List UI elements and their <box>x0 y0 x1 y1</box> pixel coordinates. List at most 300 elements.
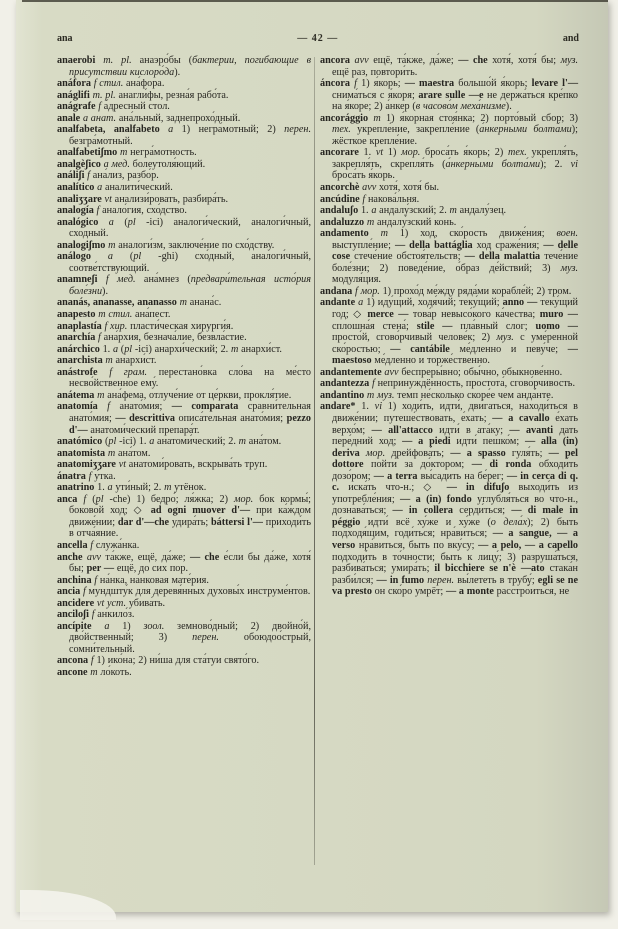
dictionary-column-right <box>320 55 578 598</box>
entry-text: — a piedi <box>402 436 451 448</box>
entry-text: — a sangue, — a verso <box>332 528 578 551</box>
dictionary-entry <box>320 113 578 148</box>
entry-text: ananás, ananasse, ananasso <box>57 297 177 309</box>
dictionary-entry <box>57 332 311 344</box>
entry-text: большо́й я́корь; <box>454 78 532 90</box>
entry-text: f <box>95 332 101 344</box>
entry-text: anchina <box>57 574 92 586</box>
entry-text: — a pelo, — a capello <box>478 539 578 551</box>
entry-text: a <box>159 124 174 136</box>
entry-text: análogo <box>57 251 91 263</box>
dictionary-entry <box>320 297 578 366</box>
entry-text: негра́мотность. <box>127 147 197 159</box>
entry-text: анализи́ровать, разбира́ть. <box>111 193 229 205</box>
entry-text: analítico <box>57 182 95 194</box>
scanned-page <box>16 0 608 912</box>
entry-text: a <box>98 216 114 228</box>
entry-text: перестано́вка сло́ва на ме́сто несво́йственное ему́. <box>69 366 311 390</box>
entry-text: — maestra <box>404 78 455 90</box>
dictionary-entry <box>57 655 311 667</box>
entry-text: anarchía <box>57 332 96 344</box>
entry-text: a <box>91 620 110 632</box>
entry-text: аналити́ческий. <box>102 182 173 194</box>
entry-text: ход сраже́ния; <box>472 239 544 251</box>
entry-text: ме́дленно и певу́че; <box>449 343 568 355</box>
entry-text: áncora <box>320 78 350 90</box>
entry-text: 1) негра́мотный; 2) <box>173 124 285 136</box>
entry-text: ancúdine <box>320 193 360 205</box>
entry-text: хотя́, хотя́ бы; <box>487 55 561 66</box>
entry-text: m <box>105 447 116 459</box>
dictionary-entry <box>320 401 578 597</box>
entry-text: ancorare <box>320 147 359 159</box>
entry-text: f <box>91 574 98 586</box>
entry-text: на́нка, на́нковая мате́рия. <box>97 574 209 586</box>
entry-text: 1. <box>94 482 108 494</box>
entry-text: — a monte <box>446 586 494 598</box>
entry-text: 1) <box>109 620 144 632</box>
entry-text: anáfora <box>57 78 91 90</box>
entry-text: 1) прохо́д ме́жду ряда́ми корабле́й; 2) тром. <box>379 285 572 297</box>
entry-text: ( <box>112 251 134 263</box>
entry-text: — a spasso <box>450 447 506 459</box>
entry-text: подходи́ть в то́чности; быть к лицу́; 3) разруша́ться, разбива́ться; умира́ть; <box>332 551 578 575</box>
dictionary-entry <box>57 194 311 206</box>
dictionary-entry <box>57 274 311 297</box>
entry-text: не держа́ться кре́пко на я́коре; 2) а́нкер ( <box>332 89 578 113</box>
dictionary-entry <box>320 367 578 379</box>
entry-text: с уме́ренной ско́ростью; <box>332 332 578 355</box>
entry-text: перен. <box>192 632 219 644</box>
entry-text: — di ronda <box>471 459 532 471</box>
entry-text: avv <box>359 182 377 194</box>
entry-text: ); 2. <box>540 158 571 170</box>
entry-text: броса́ть я́корь. <box>332 170 395 182</box>
entry-text: 1. <box>99 343 113 355</box>
entry-text: анархи́ст. <box>112 355 157 367</box>
entry-text: m <box>94 389 105 401</box>
entry-text: anárchico <box>57 343 100 355</box>
dictionary-entry <box>57 482 311 494</box>
entry-text: выходи́ть из употребле́ния; <box>332 482 578 505</box>
entry-text: andare* <box>320 401 356 413</box>
entry-text: — a terra <box>373 470 418 482</box>
entry-text: ана́пест. <box>132 309 171 321</box>
entry-text: стече́ние обстоя́тельств; <box>350 251 465 263</box>
dictionary-entry <box>320 286 578 298</box>
entry-text: anno — <box>502 297 538 309</box>
entry-text: anale <box>57 112 81 124</box>
entry-text: uomo — <box>535 320 578 332</box>
dictionary-entry <box>57 240 311 252</box>
entry-text: ана́фора. <box>123 78 165 90</box>
entry-text: anche <box>57 551 83 563</box>
entry-text: anca <box>57 493 78 505</box>
entry-text: а́нкерными болта́ми <box>445 158 541 170</box>
dictionary-entry <box>57 609 311 621</box>
entry-text: pl <box>133 251 142 263</box>
dictionary-entry <box>57 147 311 159</box>
dictionary-entry <box>57 471 311 483</box>
catchword-left: ana <box>57 33 73 44</box>
entry-text: анкило́з. <box>94 609 135 621</box>
entry-text: — della malattia <box>464 251 541 263</box>
entry-text: a мед. <box>100 158 130 170</box>
entry-text: идти́ всё ху́же и ху́же ( <box>360 516 491 528</box>
entry-text: andana <box>320 285 353 297</box>
entry-text: — alla (in) deriva <box>332 436 578 459</box>
entry-text: ancorchè <box>320 182 360 194</box>
entry-text: anciloʃi <box>57 609 89 621</box>
entry-text: — che <box>458 55 488 66</box>
entry-text: ( <box>118 343 125 355</box>
entry-text: у́тка. <box>91 470 116 482</box>
entry-text: ). <box>505 101 512 113</box>
entry-text: мор. <box>401 147 421 159</box>
entry-text: — a cavallo <box>492 412 550 424</box>
entry-text: е́хать верхо́м; <box>332 412 578 436</box>
entry-text: — di male in péggio <box>332 505 578 528</box>
entry-text: дрейфова́ть; <box>385 447 451 459</box>
entry-text: ); 2) быть подходя́щим, годи́ться; нра́виться; <box>332 516 578 540</box>
entry-text: análiʃi <box>57 170 85 182</box>
entry-text: беспреры́вно; обы́чно, обыкнове́нно. <box>398 366 563 378</box>
entry-text: при ка́ждом движе́нии; <box>69 505 311 528</box>
entry-text: вы́садить на бе́рег; <box>417 470 507 482</box>
entry-text: anapesto <box>57 309 96 321</box>
entry-text: andante <box>320 297 356 309</box>
dictionary-entry <box>57 367 311 390</box>
entry-text: — in collera <box>392 505 454 517</box>
entry-text: анатоми́ческий препара́т. <box>87 424 200 436</box>
entry-text: m <box>449 205 457 217</box>
entry-text: vt <box>115 459 127 471</box>
entry-text: анаэро́бы ( <box>131 55 193 66</box>
entry-text: andamento <box>320 228 369 240</box>
entry-text: andantino <box>320 389 365 401</box>
entry-text: анатоми́ровать, вскрыва́ть труп. <box>126 459 268 471</box>
dictionary-entry <box>320 378 578 390</box>
entry-text: a <box>371 205 377 217</box>
entry-text: ); жёсткое крепле́ние. <box>332 124 578 147</box>
entry-text: f <box>95 101 102 113</box>
entry-text: теку́щий год; ◇ <box>332 297 578 321</box>
entry-text: — delle cose <box>332 239 578 263</box>
dictionary-entry <box>57 55 311 78</box>
entry-text: мор. <box>233 493 254 505</box>
entry-text: m <box>364 216 375 228</box>
entry-text: a анат. <box>80 112 117 124</box>
dictionary-entry <box>320 55 578 78</box>
entry-text: непринуждённость, простота́, сгово́рчивость. <box>374 378 575 390</box>
dictionary-entry <box>57 552 311 575</box>
entry-text: тече́ние боле́зни; 2) поведе́ние, о́браз де́йствий; 3) <box>332 251 578 274</box>
entry-text: аналоги́зм, заключе́ние по схо́дству. <box>115 239 275 251</box>
entry-text: 1) <box>383 147 402 159</box>
entry-text: мундшту́к для деревя́нных духовы́х инструме́нтов. <box>85 586 311 598</box>
entry-text: vt <box>101 193 112 205</box>
entry-text: муз. <box>560 55 578 66</box>
entry-text: per — <box>86 563 115 575</box>
entry-text: броса́ть я́корь; 2) <box>420 147 508 159</box>
entry-text: anamneʃi <box>57 274 98 286</box>
dictionary-entry <box>57 401 311 436</box>
entry-text: vi <box>570 158 578 170</box>
page-header <box>57 33 579 47</box>
entry-text: тех. <box>332 124 351 136</box>
dictionary-entry <box>57 182 311 194</box>
entry-text: f <box>359 193 366 205</box>
dictionary-entry <box>57 170 311 182</box>
entry-text: f <box>77 493 87 505</box>
entry-text: — avanti <box>509 424 554 436</box>
entry-text: анато́мия; <box>110 401 172 413</box>
entry-text: в часово́м меха́низме <box>415 101 506 113</box>
entry-text: укрепля́ть, закрепля́ть, скрепля́ть ( <box>332 147 579 170</box>
entry-text: m <box>105 239 116 251</box>
entry-text: андалу́зский конь. <box>374 216 457 228</box>
dictionary-entry <box>320 182 578 194</box>
entry-text: ещё, до сих пор. <box>114 563 189 575</box>
entry-text: f мор. <box>352 285 380 297</box>
dictionary-entry <box>57 436 311 448</box>
entry-text: f грам. <box>97 366 148 378</box>
entry-text: обходи́ть дозо́ром; <box>332 459 578 482</box>
entry-text: пла́вный слог; <box>452 320 536 332</box>
dictionary-entry <box>57 448 311 460</box>
entry-text: f <box>80 586 86 598</box>
entry-text: levare l'— <box>531 78 579 90</box>
entry-text: — maestoso <box>332 343 578 367</box>
entry-text: vt <box>375 147 384 159</box>
entry-text: андалу́зец. <box>456 205 507 217</box>
dictionary-entry <box>57 217 311 240</box>
entry-text: 1. <box>358 147 376 159</box>
entry-text: хотя́, хотя́ бы. <box>376 182 440 194</box>
entry-text: m <box>117 147 128 159</box>
entry-text: това́р невысо́кого ка́чества; <box>408 309 540 321</box>
entry-text: убива́ть. <box>126 597 166 609</box>
entry-text: ана́рхия, безнача́лие, безвла́стие. <box>100 332 247 344</box>
entry-text: anarchista <box>57 355 103 367</box>
entry-text: anatómico <box>57 436 103 448</box>
entry-text: та́кже, ещё, да́же; <box>101 551 190 563</box>
entry-text: f хир. <box>101 320 128 332</box>
entry-text: — che <box>189 551 220 563</box>
entry-text: иска́ть что-н.; ◇ <box>339 482 447 494</box>
entry-text: ана́мнез ( <box>135 274 191 286</box>
entry-text: anaplastía <box>57 320 102 332</box>
entry-text: m. pl. <box>89 89 116 101</box>
entry-text: m <box>102 355 113 367</box>
dictionary-entry <box>57 101 311 113</box>
entry-text: m <box>176 297 187 309</box>
entry-text: муз. <box>560 262 578 274</box>
entry-text: anatomiʒʒare <box>57 459 116 471</box>
entry-text: ancípite <box>57 620 92 632</box>
entry-text: серди́ться; <box>453 505 512 517</box>
entry-text: ancora <box>320 55 350 66</box>
entry-text: 1) я́корная стоя́нка; 2) порто́вый сбор; 3) <box>380 112 579 124</box>
dictionary-entry <box>57 124 311 147</box>
dictionary-entry <box>57 667 311 679</box>
entry-text: arare sulle —e <box>418 89 484 101</box>
entry-text: anatrino <box>57 482 95 494</box>
entry-text: anáglifi <box>57 89 90 101</box>
entry-text: ана́лиз, разбо́р. <box>90 170 159 182</box>
entry-text: ути́ный; 2. <box>112 482 165 494</box>
entry-text: ancidere <box>57 597 95 609</box>
entry-text: pl <box>108 436 117 448</box>
entry-text: ancorággio <box>320 112 369 124</box>
entry-text: a <box>94 182 103 194</box>
entry-text: анатоми́ческий; 2. <box>154 436 239 448</box>
entry-text: m муз. <box>364 389 395 401</box>
entry-text: f стил. <box>90 78 124 90</box>
dictionary-entry <box>57 575 311 587</box>
entry-text: — pel dottore <box>332 447 578 471</box>
entry-text: описа́тельная анато́мия; <box>174 412 287 424</box>
entry-text: — descrittiva <box>115 412 175 424</box>
entry-text: ме́дленно и торже́ственно. <box>371 355 490 367</box>
entry-text: он ско́ро умрёт; <box>371 586 446 598</box>
entry-text: vt уст. <box>94 597 127 609</box>
entry-text: гуля́ть; <box>505 447 549 459</box>
entry-text: f <box>87 539 94 551</box>
entry-text: укрепле́ние, закрепле́ние ( <box>350 124 480 136</box>
dictionary-entry <box>57 540 311 552</box>
entry-text: 1) иду́щий, ходя́чий; теку́щий; <box>363 297 503 309</box>
entry-text: е́сли бы да́же, хотя́ бы; <box>69 551 311 575</box>
dictionary-entry <box>57 494 311 540</box>
entry-text: anatomía <box>57 401 98 413</box>
entry-text: analógico <box>57 216 99 228</box>
entry-text: перен. <box>284 124 312 136</box>
entry-text: a <box>107 482 113 494</box>
entry-text: -ghi) схо́дный, аналоги́чный, соотве́тствующий. <box>69 251 312 274</box>
dictionary-entry <box>320 194 578 206</box>
entry-text: ло́коть. <box>97 666 132 678</box>
entry-text: — in difuʃo <box>446 482 510 494</box>
entry-text: m <box>238 436 247 448</box>
entry-text: снима́ться с я́коря; <box>332 89 419 101</box>
entry-text: 1) ходи́ть, идти́, дви́гаться, находи́ться в движе́нии; путеше́ствовать, е́хать; <box>332 401 578 424</box>
entry-text: f <box>84 170 91 182</box>
entry-text: а́нкерными болта́ми <box>479 124 572 136</box>
entry-text: ánatra <box>57 470 86 482</box>
entry-text: безгра́мотный. <box>69 135 133 147</box>
entry-text: нра́виться, быть по вку́су; <box>355 539 479 551</box>
entry-text: темп не́сколько скоре́е чем анда́нте. <box>394 389 554 401</box>
entry-text: a <box>90 251 113 263</box>
entry-text: дать пере́дний ход; <box>332 424 578 448</box>
dictionary-entry <box>57 390 311 402</box>
entry-text: ancona <box>57 655 89 667</box>
entry-text: — in cerca di q. c. <box>332 470 578 494</box>
entry-text: m <box>164 482 172 494</box>
entry-text: vi <box>374 401 383 413</box>
entry-text: вы́лететь в трубу́; <box>454 574 538 586</box>
entry-text: — cantábile <box>390 343 450 355</box>
dictionary-entry <box>320 205 578 217</box>
entry-text: болеутоля́ющий. <box>129 158 206 170</box>
dictionary-entry <box>57 113 311 125</box>
entry-text: a <box>112 343 119 355</box>
entry-text: analfabetiʃmo <box>57 147 118 159</box>
entry-text: merce — <box>367 309 409 321</box>
catchword-right: and <box>562 33 579 44</box>
entry-text: ). <box>174 66 181 78</box>
entry-text: andantezza <box>320 378 370 390</box>
dictionary-entry <box>57 205 311 217</box>
entry-text: ancia <box>57 586 81 598</box>
dictionary-entry <box>57 598 311 610</box>
entry-text: ( <box>113 216 128 228</box>
entry-text: — in fumo <box>376 574 425 586</box>
entry-text: f <box>369 378 375 390</box>
entry-text: 1) ико́на; 2) ни́ша для ста́туи свято́го. <box>93 655 260 667</box>
entry-text: il bicchiere se n'è —ato <box>434 563 545 575</box>
entry-text: f <box>350 78 357 90</box>
entry-text: сравни́тельная анато́мия; <box>69 401 311 424</box>
entry-text: ancella <box>57 539 88 551</box>
entry-text: avv <box>381 366 399 378</box>
dictionary-entry <box>57 621 311 656</box>
entry-text: о дела́х <box>490 516 528 528</box>
dictionary-entry <box>57 321 311 333</box>
entry-text: egli se ne va presto <box>332 574 578 598</box>
entry-text: предвари́тельная исто́рия боле́зни <box>69 274 311 297</box>
entry-text: báttersi l'— <box>211 516 263 528</box>
dictionary-column-left <box>57 55 311 679</box>
entry-text: analogiʃmo <box>57 239 106 251</box>
entry-text: пласти́ческая хирурги́я. <box>127 320 234 332</box>
dictionary-entry <box>57 297 311 309</box>
entry-text: 1. <box>358 205 372 217</box>
entry-text: f <box>88 609 95 621</box>
entry-text: выступле́ние; <box>332 239 395 251</box>
entry-text: стака́н разби́лся; <box>332 563 578 586</box>
entry-text: anaerobi <box>57 55 96 66</box>
entry-text: m стил. <box>95 309 133 321</box>
dictionary-entry <box>320 217 578 229</box>
entry-text: ( <box>102 436 109 448</box>
dictionary-entry <box>320 147 578 182</box>
entry-text: — a (in) fondo <box>400 493 472 505</box>
entry-text: -ici) анархи́ческий; 2. <box>132 343 231 355</box>
entry-text: ана́том. <box>115 447 151 459</box>
entry-text: сплошна́я стена́; <box>332 320 417 332</box>
entry-text: f <box>88 655 94 667</box>
dictionary-entry <box>320 78 578 113</box>
entry-text: обоюдоо́стрый, сомни́тельный. <box>69 632 311 655</box>
entry-text: f <box>85 470 92 482</box>
entry-text: перен. <box>424 574 455 586</box>
entry-text: анало́гия, схо́дство. <box>99 205 187 217</box>
entry-text: andantemente <box>320 366 382 378</box>
entry-text: anástrofe <box>57 366 98 378</box>
entry-text: ещё раз, повтори́ть. <box>332 66 418 78</box>
entry-text: avv <box>350 55 369 66</box>
entry-text: m <box>368 228 388 240</box>
column-divider <box>314 57 315 865</box>
entry-text: muro — <box>539 309 578 321</box>
entry-text: avv <box>82 551 101 563</box>
entry-text: тех. <box>507 147 527 159</box>
entry-text: ана́льный, заднепрохо́дный. <box>116 112 241 124</box>
entry-text: -ici) аналоги́ческий, аналоги́чный, схо́дный. <box>69 216 311 240</box>
entry-text: ана́том. <box>246 436 282 448</box>
